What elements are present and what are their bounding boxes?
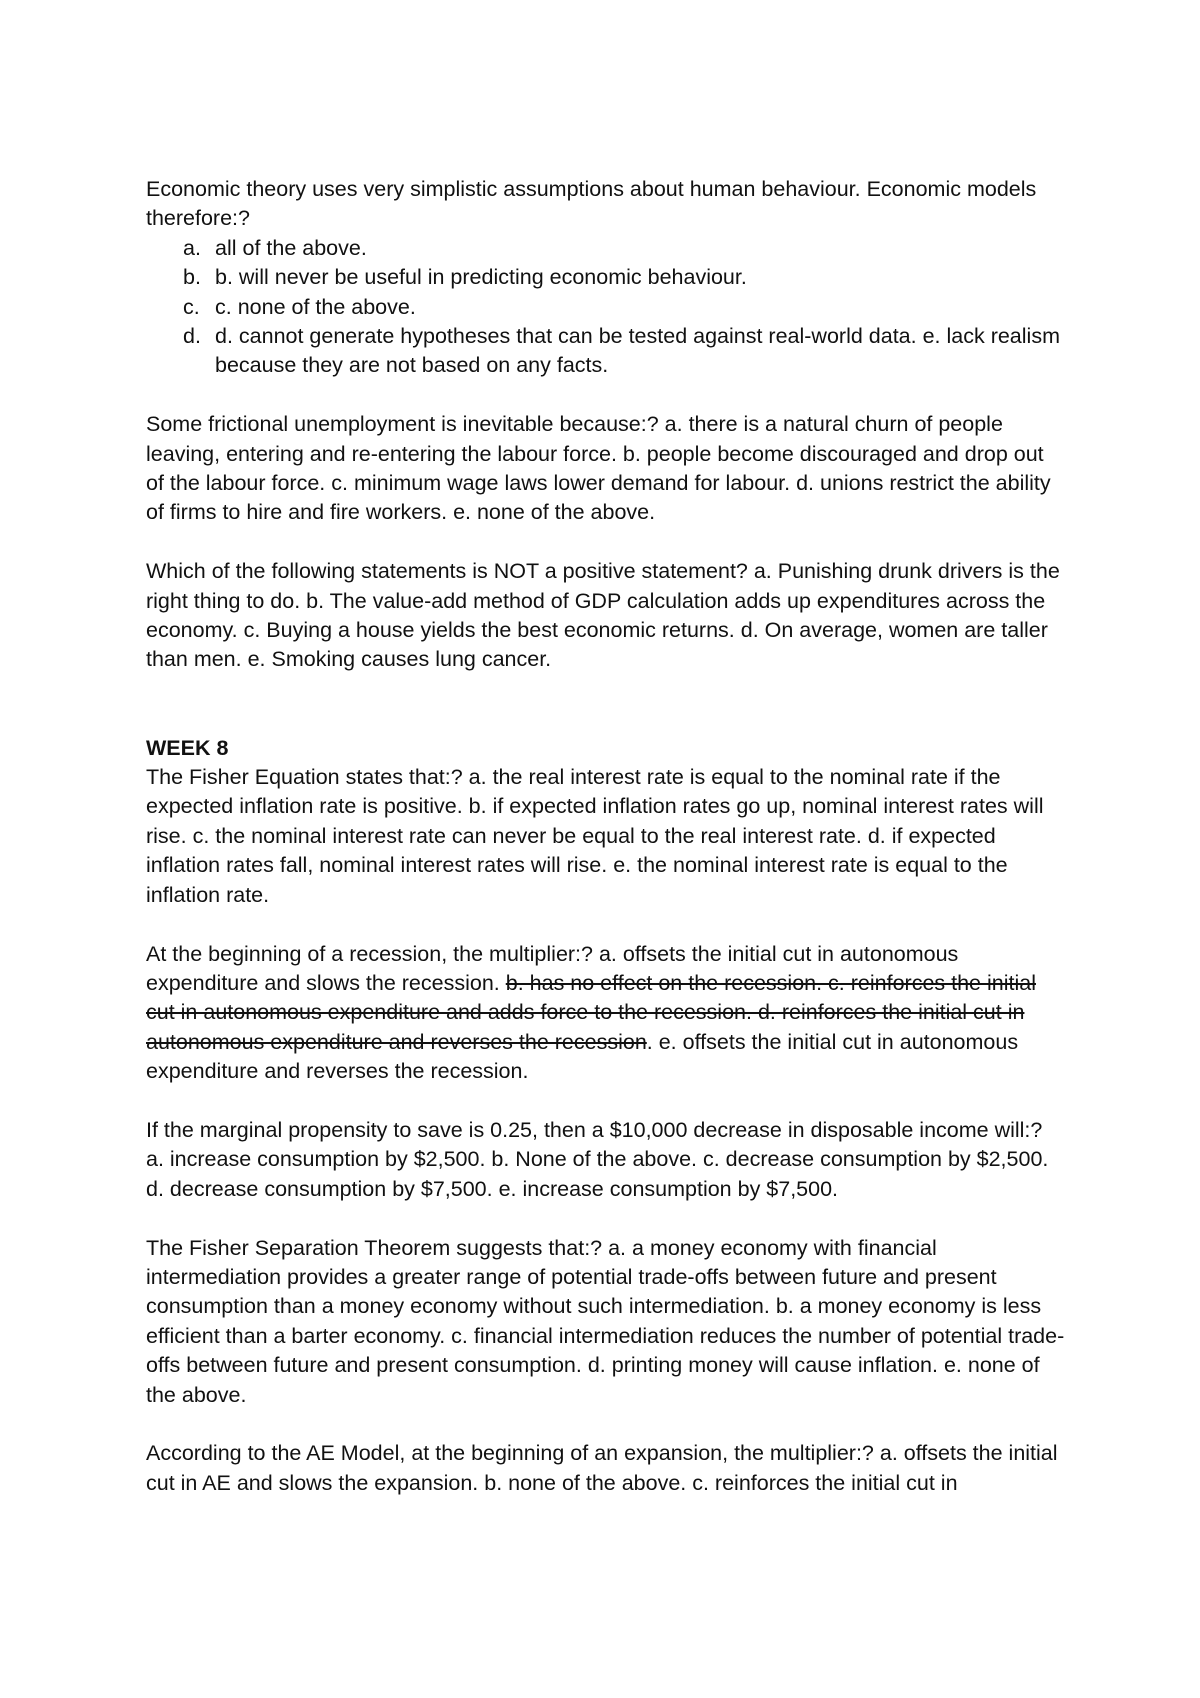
document-body: [146, 175, 1066, 1498]
question-marginal-propensity-save: If the marginal propensity to save is 0.25, then a $10,000 decrease in disposable income will:? a. increase consumption by $2,500. b. None of the above. c. decrease consumption by $2,500. d. decrease consumption by $7,500. e. increase consumption by $7,500.: [146, 1117, 1049, 1201]
question-fisher-separation: The Fisher Separation Theorem suggests that:? a. a money economy with financial intermediation provides a greater range of potential trade-offs between future and present consumption than a money economy without such intermediation. b. a money economy is less efficient than a barter economy. c. financial intermediation reduces the number of potential trade-offs between future and present consumption. d. printing money will cause inflation. e. none of the above.: [146, 1235, 1065, 1407]
struck-through-text: b. has no effect on the recession. c. reinforces the initial cut in autonomous expenditure and adds force to the recession. d. reinforces the initial cut in autonomous expenditure and reverses the recession: [146, 970, 1036, 1054]
question-text: At the beginning of a recession, the multiplier:? a. offsets the initial cut in autonomous expenditure and slows the recession.: [146, 941, 959, 995]
option-marker: b.: [183, 265, 201, 290]
question-economic-models: [146, 175, 1066, 381]
answer-option-d: [183, 322, 1066, 381]
option-text: b. will never be useful in predicting economic behaviour.: [215, 265, 747, 290]
question-text-continued: . e. offsets the initial cut in autonomous expenditure and reverses the recession.: [146, 1029, 1019, 1084]
option-text: all of the above.: [215, 235, 367, 260]
question-stem: Economic theory uses very simplistic assumptions about human behaviour. Economic models therefore:?: [146, 177, 1037, 231]
section-heading: WEEK 8: [146, 735, 229, 760]
answer-option-c: [183, 293, 1066, 322]
option-text: c. none of the above.: [215, 294, 416, 319]
question-frictional-unemployment: Some frictional unemployment is inevitable because:? a. there is a natural churn of people leaving, entering and re-entering the labour force. b. people become discouraged and drop out of the labour force. c. minimum wage laws lower demand for labour. d. unions restrict the ability of firms to hire and fire workers. e. none of the above.: [146, 412, 1051, 525]
answer-option-b: [183, 263, 1066, 292]
answer-options-list: [146, 234, 1066, 381]
question-positive-statement: Which of the following statements is NOT a positive statement? a. Punishing drunk drivers is the right thing to do. b. The value-add method of GDP calculation adds up expenditures across the economy. c. Buying a house yields the best economic returns. d. On average, women are taller than men. e. Smoking causes lung cancer.: [146, 559, 1060, 672]
option-marker: d.: [183, 324, 201, 349]
question-fisher-equation: The Fisher Equation states that:? a. the real interest rate is equal to the nominal rate if the expected inflation rate is positive. b. if expected inflation rates go up, nominal interest rates will rise. c. the nominal interest rate can never be equal to the real interest rate. d. if expected inflation rates fall, nominal interest rates will rise. e. the nominal interest rate is equal to the inflation rate.: [146, 765, 1044, 907]
option-marker: a.: [183, 235, 201, 260]
question-ae-model: According to the AE Model, at the beginning of an expansion, the multiplier:? a. offsets the initial cut in AE and slows the expansion. b. none of the above. c. reinforces the initial cut in: [146, 1441, 1058, 1495]
option-marker: c.: [183, 294, 200, 319]
option-text: d. cannot generate hypotheses that can be tested against real-world data. e. lack realism because they are not based on any facts.: [215, 324, 1060, 378]
answer-option-a: [183, 234, 1066, 263]
question-recession-multiplier: [146, 940, 1066, 1087]
week-8-section: [146, 734, 1066, 1499]
